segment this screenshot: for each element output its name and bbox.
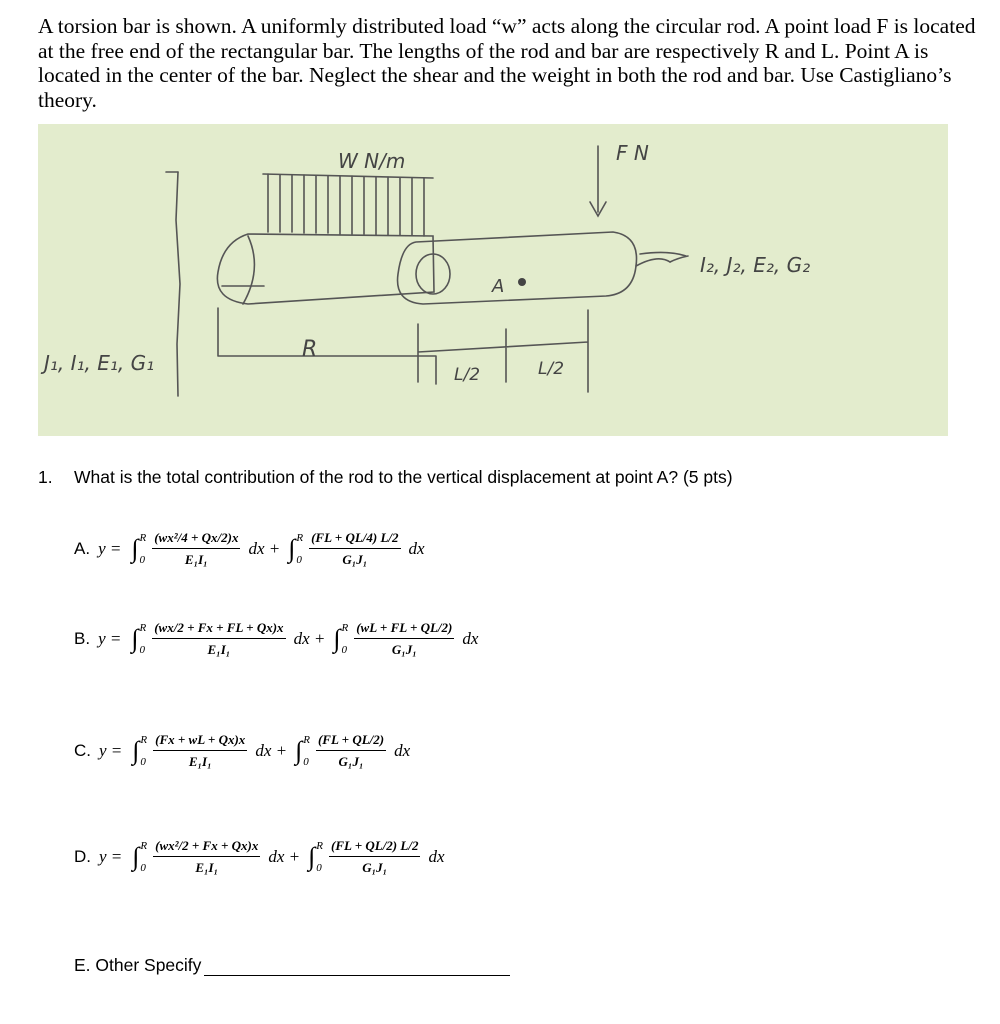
- integral-sign: ∫ R 0: [308, 840, 323, 874]
- bar-properties-label: I₂, J₂, E₂, G₂: [700, 253, 811, 277]
- differential: dx: [394, 741, 411, 760]
- rod-properties-label: J₁, I₁, E₁, G₁: [44, 351, 155, 375]
- option-e[interactable]: [74, 955, 510, 976]
- option-d[interactable]: [74, 838, 449, 876]
- integral-sign: ∫ R 0: [295, 734, 310, 768]
- force-label: F N: [616, 141, 649, 165]
- lhs: y =: [99, 847, 123, 866]
- distributed-load-icon: [263, 174, 433, 236]
- question-1: [38, 467, 733, 488]
- force-arrow-icon: [590, 146, 606, 216]
- question-number: 1.: [38, 467, 53, 487]
- integral-sign: ∫ R 0: [288, 532, 304, 566]
- torsion-term: $\frac{(wL + FL + QL/2)}{\text{G₁J₁}}$: [356, 620, 453, 657]
- rod-length-dimension: [218, 308, 436, 384]
- differential: dx: [462, 629, 479, 648]
- point-a-label: A: [492, 276, 505, 297]
- option-letter: D.: [74, 847, 91, 866]
- torsion-term: $\frac{(FL + QL/4) L/2}{\text{G₁J₁}}$: [311, 530, 399, 567]
- operator: dx +: [293, 629, 326, 648]
- differential: dx: [408, 539, 425, 558]
- option-c[interactable]: [74, 732, 414, 770]
- problem-statement: A torsion bar is shown. A uniformly distributed load “w” acts along the circular rod. A point load F is located at the free end of the rectangular bar. The lengths of the rod and bar are respectively R and L. Point A is located in the center of the bar. Neglect the shear and the weight in both the rod and bar. Use Castigliano’s theory.: [38, 14, 976, 112]
- operator: dx +: [248, 539, 281, 558]
- option-letter: A.: [74, 539, 91, 558]
- integral-sign: ∫ R 0: [131, 532, 147, 566]
- bending-term: $\frac{(Fx + wL + Qx)x}{\text{E₁I₁}}$: [155, 732, 246, 769]
- wall-line: [176, 172, 180, 396]
- option-letter: C.: [74, 741, 91, 760]
- lhs: y =: [99, 741, 123, 760]
- option-a[interactable]: [74, 530, 429, 568]
- operator: dx +: [255, 741, 288, 760]
- option-e-label: E. Other Specify: [74, 955, 202, 975]
- question-text: What is the total contribution of the rod to the vertical displacement at point A? (5 pts): [74, 467, 733, 487]
- operator: dx +: [268, 847, 301, 866]
- option-b[interactable]: [74, 620, 482, 658]
- bending-term: $\frac{\text{(wx²/2 + Fx + Qx)x}}{\text{E₁I₁}}$: [155, 838, 259, 875]
- specify-blank-field[interactable]: [204, 957, 510, 976]
- load-label: W N/m: [338, 149, 406, 173]
- half-length-right-label: L/2: [538, 359, 565, 379]
- bar-half-dimensions: [418, 310, 588, 392]
- torsion-term: $\frac{(FL + QL/2) L/2}{\text{G₁J₁}}$: [331, 838, 419, 875]
- half-length-left-label: L/2: [454, 365, 481, 385]
- integral-sign: ∫ R 0: [333, 622, 349, 656]
- lhs: y =: [98, 539, 122, 558]
- bending-term: $\frac{(wx/2 + Fx + FL + Qx)x}{\text{E₁I₁}}$: [154, 620, 284, 657]
- bending-term: $\frac{\text{(wx²/4 + Qx/2)x}}{\text{E₁I₁}}$: [154, 530, 239, 567]
- integral-sign: ∫ R 0: [132, 840, 148, 874]
- rod-length-label: R: [302, 337, 318, 362]
- option-letter: B.: [74, 629, 91, 648]
- integral-sign: ∫ R 0: [131, 622, 147, 656]
- torsion-term: $\frac{(FL + QL/2)}{\text{G₁J₁}}$: [317, 732, 385, 769]
- torsion-bar-sketch: [38, 124, 948, 436]
- integral-sign: ∫ R 0: [132, 734, 148, 768]
- lhs: y =: [98, 629, 122, 648]
- differential: dx: [428, 847, 445, 866]
